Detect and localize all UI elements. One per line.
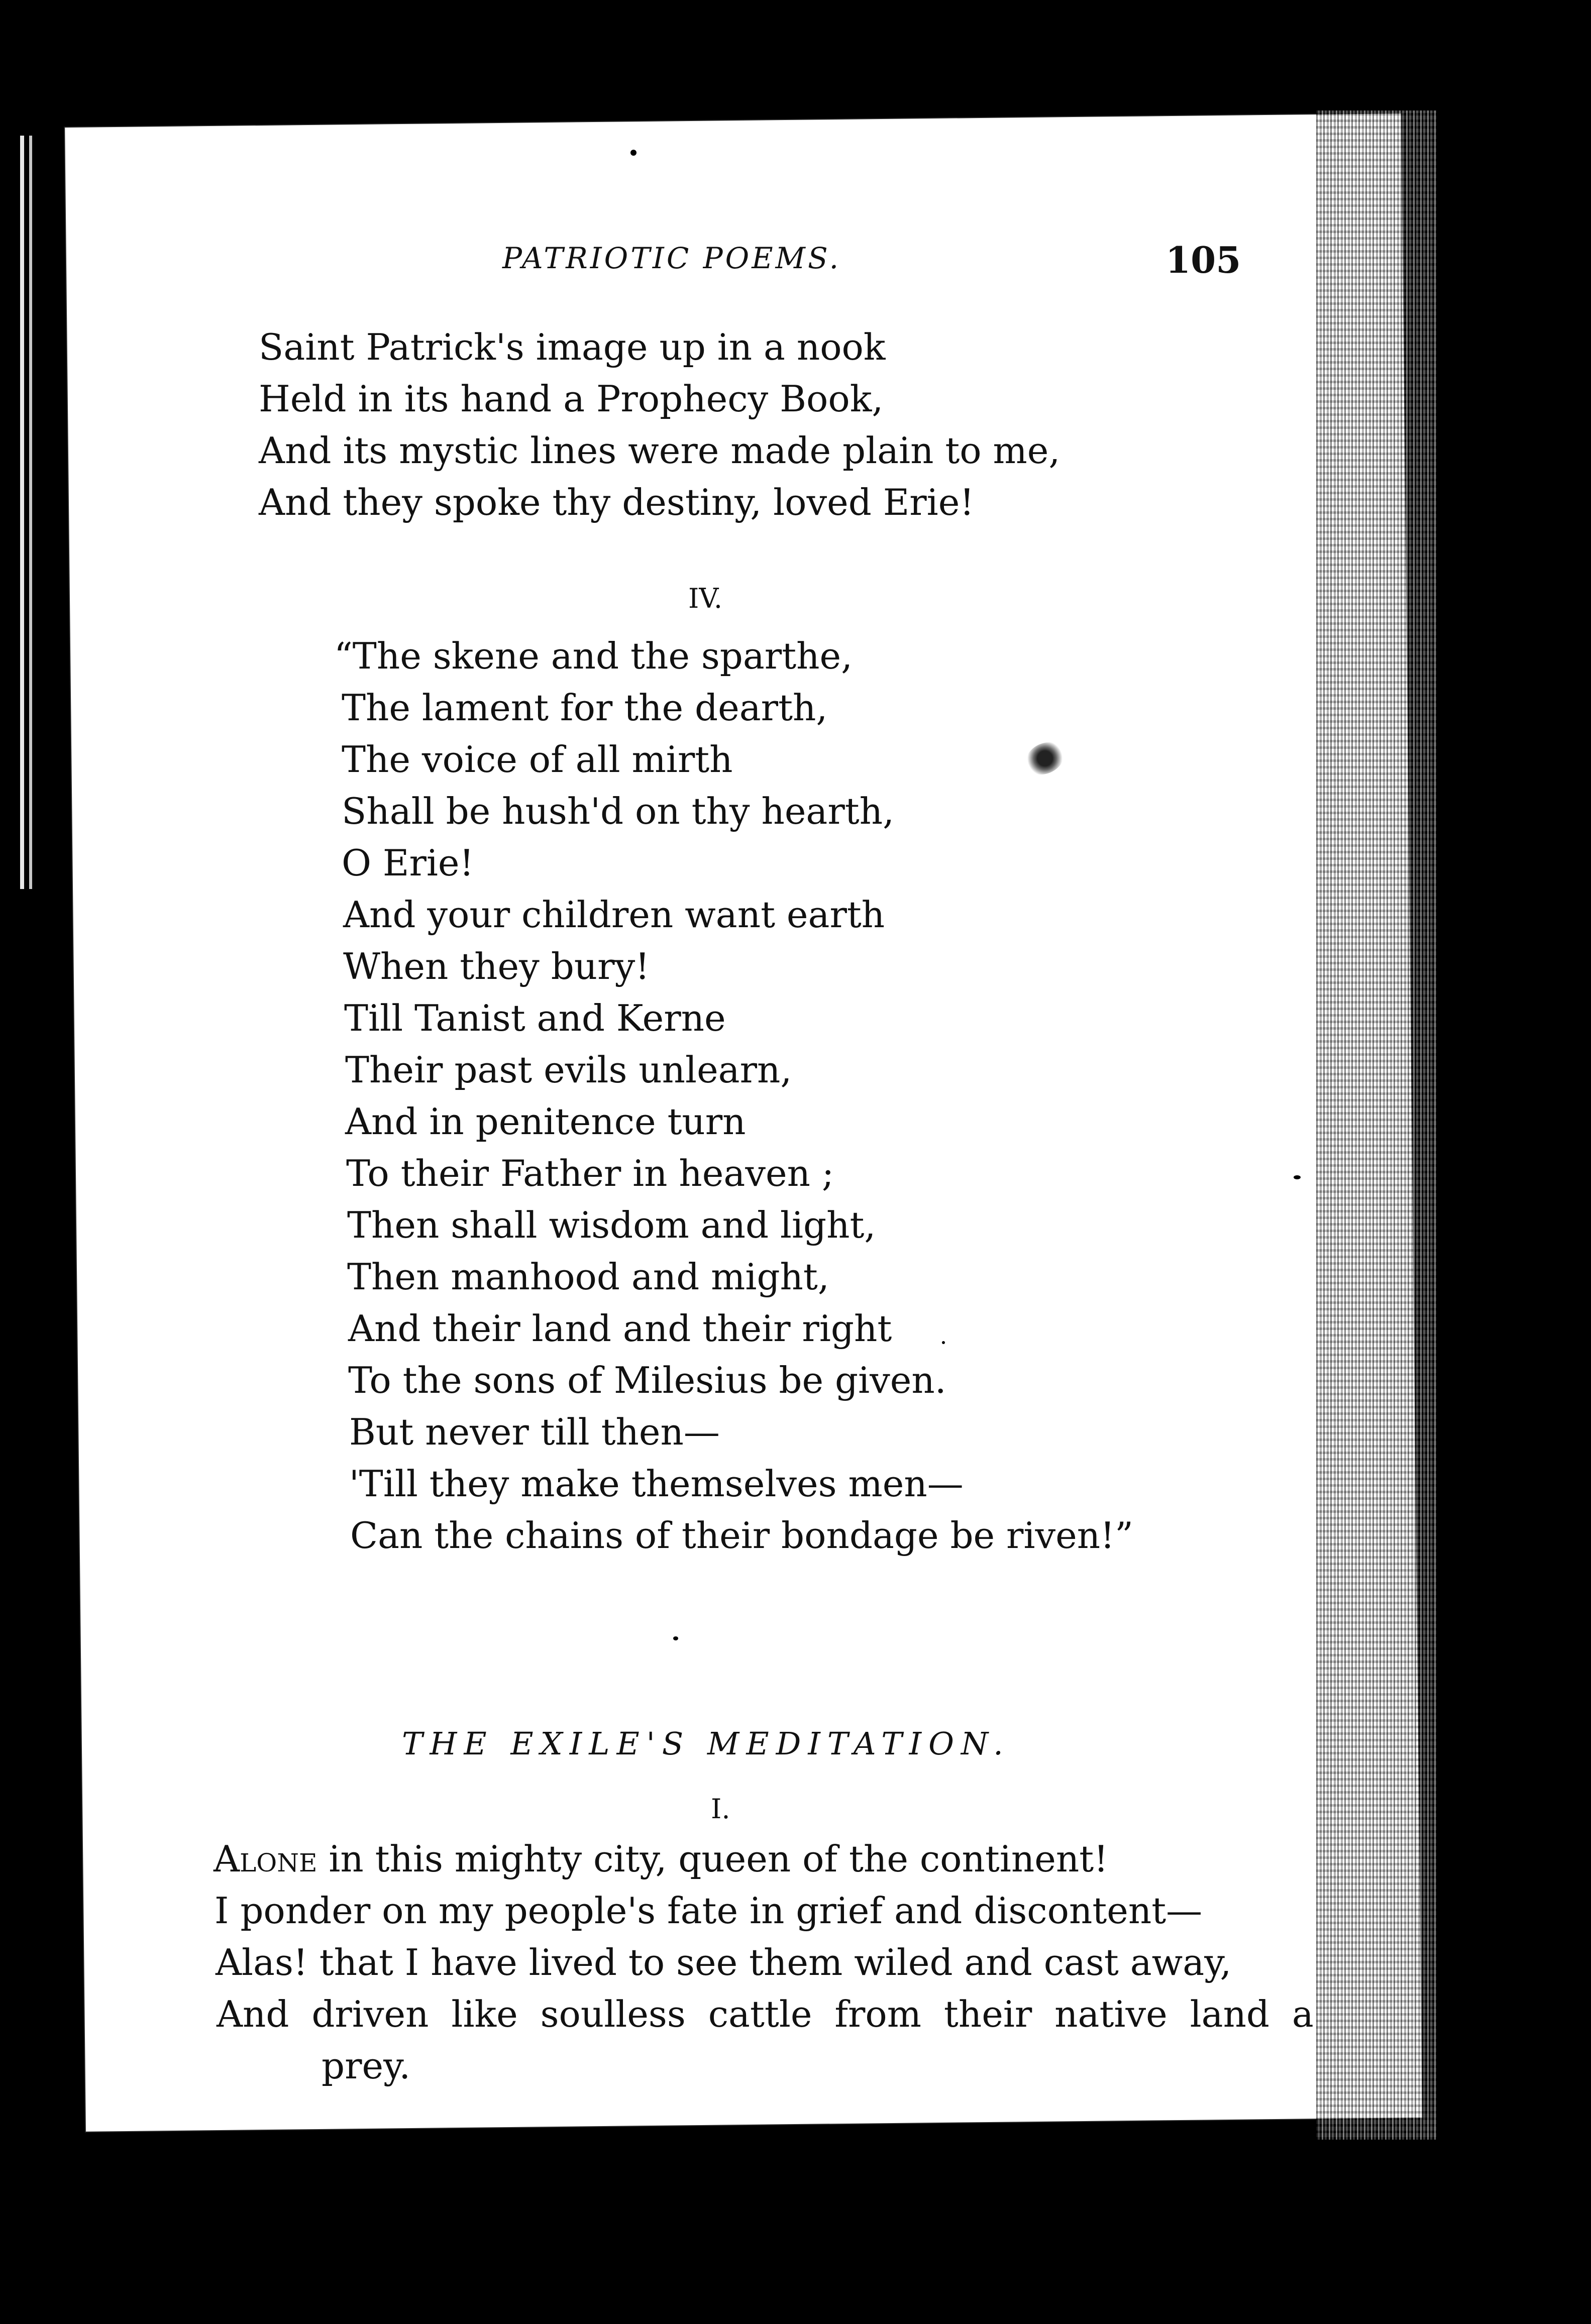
poem-line: And its mystic lines were made plain to me, [259,429,1060,472]
first-word-small-caps: Alone [214,1838,317,1880]
stanza-end-of-iii [259,321,1060,528]
poem-title: THE EXILE'S MEDITATION. [402,1725,1010,1762]
first-line-rest: in this mighty city, queen of the continent! [317,1838,1109,1880]
scan-left-edge [15,136,38,889]
poem-line: And your children want earth [343,894,885,936]
poem-line: The voice of all mirth [342,738,733,781]
poem-line: Held in its hand a Prophecy Book, [259,378,884,420]
poem-line: Their past evils unlearn, [345,1049,792,1091]
poem-line: Then shall wisdom and light, [347,1204,876,1246]
poem-line: O Erie! [342,842,474,884]
poem-line: And they spoke thy destiny, loved Erie! [259,481,975,523]
poem-line [214,1833,1314,1885]
poem-line: I ponder on my people's fate in grief and discontent— [215,1890,1203,1932]
poem-line: When they bury! [343,945,650,987]
poem-line: To their Father in heaven ; [346,1152,834,1194]
poem-line: And their land and their right [348,1307,892,1350]
speck [942,1341,945,1344]
poem-line: But never till then— [349,1411,720,1453]
speck [630,150,637,156]
speck [1294,1175,1301,1179]
exile-stanza-i [214,1833,1314,2092]
poem-line: Shall be hush'd on thy hearth, [342,790,894,832]
page-number: 105 [1165,239,1241,281]
poem-line: “The skene and the sparthe, [334,635,853,677]
poem-line: The lament for the dearth, [342,687,828,729]
poem-line: Can the chains of their bondage be riven!” [350,1514,1133,1557]
speck [673,1636,678,1640]
poem-line: 'Till they make themselves men— [349,1463,964,1505]
running-head: PATRIOTIC POEMS. [502,241,841,275]
scan-right-edge [1316,110,1437,2140]
stanza-iv [334,630,1133,1562]
poem-line: And in penitence turn [345,1100,746,1143]
poem-line: Saint Patrick's image up in a nook [259,326,886,368]
poem-line: Till Tanist and Kerne [344,997,726,1039]
poem-line: prey. [322,2045,411,2087]
section-numeral-iv: IV. [688,583,723,614]
poem-line: And driven like soulless cattle from their native land a [217,1993,1314,2035]
poem-line: Alas! that I have lived to see them wiled and cast away, [216,1941,1232,1983]
poem-line: Then manhood and might, [347,1256,829,1298]
section-numeral-i: I. [711,1793,730,1825]
poem-line: To the sons of Milesius be given. [348,1359,946,1401]
